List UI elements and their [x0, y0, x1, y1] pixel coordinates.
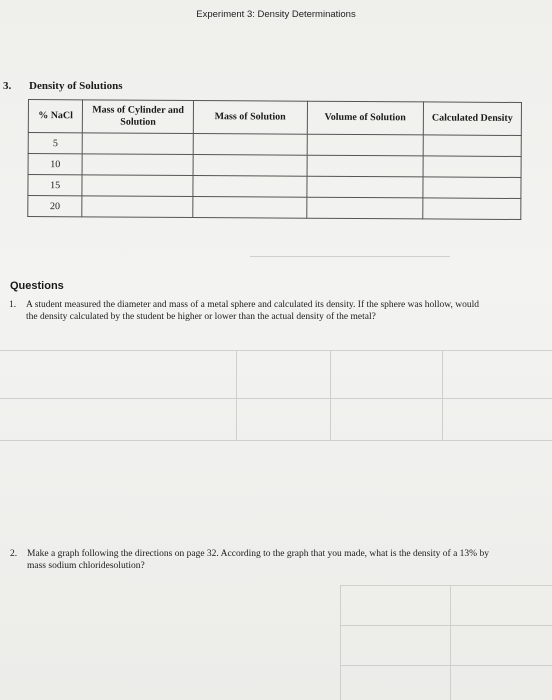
bleed-through-line [340, 665, 552, 666]
section-number: 3. [3, 80, 12, 92]
empty-cell [307, 155, 424, 177]
bleed-through-line [0, 350, 552, 351]
table-row [28, 196, 521, 220]
bleed-through-line [442, 350, 443, 440]
empty-cell [193, 155, 307, 177]
empty-cell [193, 134, 307, 156]
questions-heading: Questions [10, 280, 64, 292]
empty-cell [193, 197, 307, 219]
empty-cell [82, 175, 193, 197]
bleed-through-line [340, 585, 341, 700]
bleed-through-line [250, 256, 450, 257]
question-1-number: 1. [9, 300, 17, 310]
header-mass-cylinder-solution: Mass of Cylinder and Solution [83, 100, 194, 134]
question-1 [9, 299, 493, 323]
empty-cell [423, 177, 521, 199]
density-table [27, 99, 522, 220]
question-1-text: A student measured the diameter and mass of a metal sphere and calculated its density. If the sphere was hollow, would the density calculated by the student be higher or lower than the actual density of the metal? [26, 300, 480, 322]
empty-cell [306, 197, 423, 219]
nacl-percent-cell: 20 [28, 196, 83, 217]
empty-cell [83, 133, 194, 155]
table-header-row [28, 100, 521, 136]
question-2-text: Make a graph following the directions on page 32. According to the graph that you made, what is the density of a 13% by mass sodium chloridesolution? [27, 549, 489, 571]
empty-cell [306, 176, 423, 198]
table-row [28, 133, 521, 157]
bleed-through-line [0, 398, 552, 399]
bleed-through-line [0, 440, 552, 441]
bleed-through-line [340, 625, 552, 626]
section-title: Density of Solutions [29, 80, 123, 92]
header-calculated-density: Calculated Density [423, 102, 521, 136]
bleed-through-line [450, 585, 451, 700]
empty-cell [193, 176, 307, 198]
bleed-through-line [236, 350, 237, 440]
empty-cell [82, 154, 193, 176]
table-row [28, 154, 521, 178]
nacl-percent-cell: 10 [28, 154, 83, 175]
empty-cell [307, 134, 424, 156]
empty-cell [423, 135, 521, 157]
header-volume-solution: Volume of Solution [307, 101, 424, 135]
question-2-number: 2. [10, 549, 18, 559]
table-row [28, 175, 521, 199]
question-2 [10, 548, 500, 572]
header-mass-solution: Mass of Solution [193, 101, 307, 135]
empty-cell [82, 196, 193, 218]
bleed-through-line [340, 585, 552, 586]
nacl-percent-cell: 5 [28, 133, 83, 154]
empty-cell [423, 198, 521, 220]
page-header-title: Experiment 3: Density Determinations [196, 9, 356, 20]
nacl-percent-cell: 15 [28, 175, 83, 196]
header-nacl: % NaCl [28, 100, 83, 133]
bleed-through-line [330, 350, 331, 440]
empty-cell [423, 156, 521, 178]
